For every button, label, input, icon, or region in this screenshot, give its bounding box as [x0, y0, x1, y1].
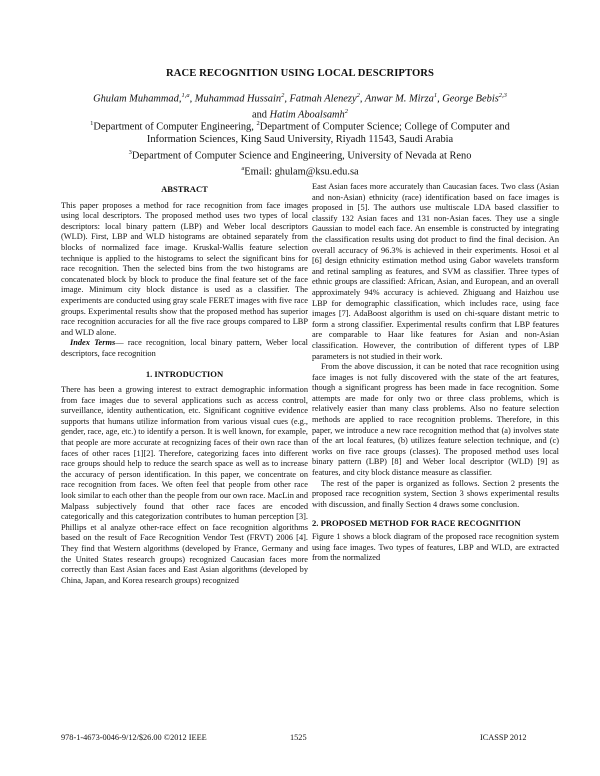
- affiliation-3: Department of Computer Science and Engineering, University of Nevada at Reno: [131, 150, 472, 162]
- paper-title: RACE RECOGNITION USING LOCAL DESCRIPTORS: [165, 68, 435, 79]
- section-2-text: Figure 1 shows a block diagram of the proposed race recognition system using face images. Two types of features, LBP and WLD, are extracted from the normalized: [312, 532, 559, 563]
- author-name: George Bebis: [442, 93, 499, 105]
- author-sup: 2: [344, 108, 349, 116]
- affiliation-1: Department of Computer Engineering,: [93, 121, 254, 133]
- author-sup: 1,a: [181, 92, 190, 99]
- intro-text: There has been a growing interest to extract demographic information from face images due to several applications such as access control, surveillance, identity authentication, etc. Significant cognitive evidence supports that humans utilize information from various visual cues (e.g., gender, race, age, etc.) to identify a person. It is well known, for example, that people are more accurate at recognizing faces of their own race than faces of other races [1][2]. Therefore, categorizing faces into different race groups should help to reduce the search space as well as to increase the accuracy of person identification. In this paper, we concentrate on race recognition from faces. We often feel that people from other race look similar to each other than the people from our own race. MacLin and Malpass subjectively found that other race faces are encoded categorically and this categorization contributes to human perception [3]. Phillips et al analyze other-race effect on face recognition algorithms based on the result of Face Recognition Vendor Test (FRVT) 2006 [4]. They find that Western algorithms (developed by France, Germany and the United States research groups) recognized Caucasian faces more correctly than East Asian faces and East Asian algorithms (developed by China, Japan, and Korea research groups) recognized: [61, 385, 308, 585]
- author-line-2-prefix: and: [251, 109, 267, 121]
- author-line-1: Ghulam Muhammad,$^{1,a}$, Muhammad Hussain$^2$, Fatmah Alenezy$^2$, Anwar M. Mirza$^1$, George Bebis$^{2,3}$: [93, 92, 507, 105]
- author-sup: 1: [433, 92, 438, 99]
- abstract-text: This paper proposes a method for race recognition from face images using local descriptors. The proposed method uses two types of local descriptors: local binary pattern (LBP) and Weber local descriptors (WLD). First, LBP and WLD histograms are obtained separately from blocks of normalized face image. Kruskal-Wallis feature selection technique is applied to the histograms to select the significant bins for race recognition. Then the selected bins from the two histograms are concatenated block by block to produce the final feature set of the face image. Minimum city block distance is used as a classifier. The experiments are conducted using gray scale FERET images with five race groups. Experimental results show that the proposed method has superior race recognition accuracies for all the five race groups compared to LBP and WLD alone.: [61, 200, 308, 337]
- author-name: Anwar M. Mirza: [364, 93, 434, 105]
- affiliation-line-1: [40, 118, 560, 134]
- affiliation-line-3: [40, 147, 560, 163]
- author-sup: 2: [281, 92, 285, 99]
- intro-heading: 1. INTRODUCTION: [145, 368, 224, 379]
- affiliation-2: Department of Computer Science; College of Computer and: [259, 121, 510, 133]
- affiliation-sup-2: 2: [256, 120, 260, 127]
- right-column: [312, 182, 559, 564]
- footer-conference: ICASSP 2012: [480, 733, 527, 742]
- author-name: Muhammad Hussain: [194, 93, 282, 105]
- affiliation-sup-1: 1: [90, 120, 94, 127]
- index-terms: [61, 338, 308, 359]
- left-column: [61, 182, 308, 586]
- email-sup: a: [241, 164, 245, 172]
- right-para-2: From the above discussion, it can be noted that race recognition using face images is not fully discovered with the state of the art features, though a significant progress has been made in face recognition. Some attempts are made for only two or three class problems, which is relatively easier than many class problems. Also no feature selection methods are applied to race recognition problems. Therefore, in this paper, we introduce a new race recognition method that (a) involves state of the art local features, (b) utilizes feature selection technique, and (c) works on five race groups (classes). The proposed method uses local binary pattern (LBP) [8] and Weber local descriptor (WLD) [9] as features, and city block distance measure as classifier.: [312, 362, 559, 478]
- author-name: Ghulam Muhammad,: [93, 93, 182, 105]
- index-terms-label: Index Terms: [70, 338, 116, 348]
- abstract-heading: ABSTRACT: [161, 184, 208, 194]
- author-list: [40, 89, 560, 122]
- affiliation-sup-3: 3: [128, 148, 132, 156]
- affiliations: [40, 118, 560, 179]
- author-name: Fatmah Alenezy: [289, 93, 357, 105]
- email: Email: ghulam@ksu.edu.sa: [244, 166, 359, 178]
- author-sup: 2,3: [498, 92, 507, 99]
- index-terms-text: — race recognition, local binary pattern, Weber local descriptors, face recognition: [61, 338, 308, 358]
- affiliation-line-2: Information Sciences, King Saud University, Riyadh 11543, Saudi Arabia: [146, 134, 454, 146]
- footer-isbn: 978-1-4673-0046-9/12/$26.00 ©2012 IEEE: [61, 733, 207, 742]
- author-sup: 2: [356, 92, 360, 99]
- footer-page-number: 1525: [290, 733, 307, 742]
- section-2-heading: 2. PROPOSED METHOD FOR RACE RECOGNITION: [312, 518, 521, 529]
- right-para-3: The rest of the paper is organized as follows. Section 2 presents the proposed race recognition system, Section 3 shows experimental results with discussion, and finally Section 4 draws some conclusion.: [312, 478, 559, 509]
- author-name: Hatim Aboalsamh: [269, 109, 345, 121]
- email-line: [40, 163, 560, 179]
- right-para-1: East Asian faces more accurately than Caucasian faces. Two class (Asian and non-Asian) ethnicity (race) identification based on face images is proposed in [5]. The authors use multiscale LDA based classifier to classify 132 Asian faces and 131 non-Asian faces. They use a single Gaussian to model each face. An ensemble is constructed by integrating the classification results using dot product to find the final decision. An overall accuracy of 96.3% is achieved in their experiments. Hosoi et al [6] design ethnicity estimation method using Gabor wavelets transform and retinal sampling as features, and SVM as classifier. Three types of ethnic groups are classified: African, Asian, and European, and an overall approximately 94% accuracy is achieved. Zhiguang and Haizhou use LBP for demographic classification, which includes race, using face images [7]. AdaBoost algorithm is used on chi-square distant metric to form a strong classifier. Experimental results confirm that LBP features are comparable to Haar like features for Asian and non-Asian classification. However, the contribution of different types of LBP parameters is not studied in their work.: [312, 182, 559, 361]
